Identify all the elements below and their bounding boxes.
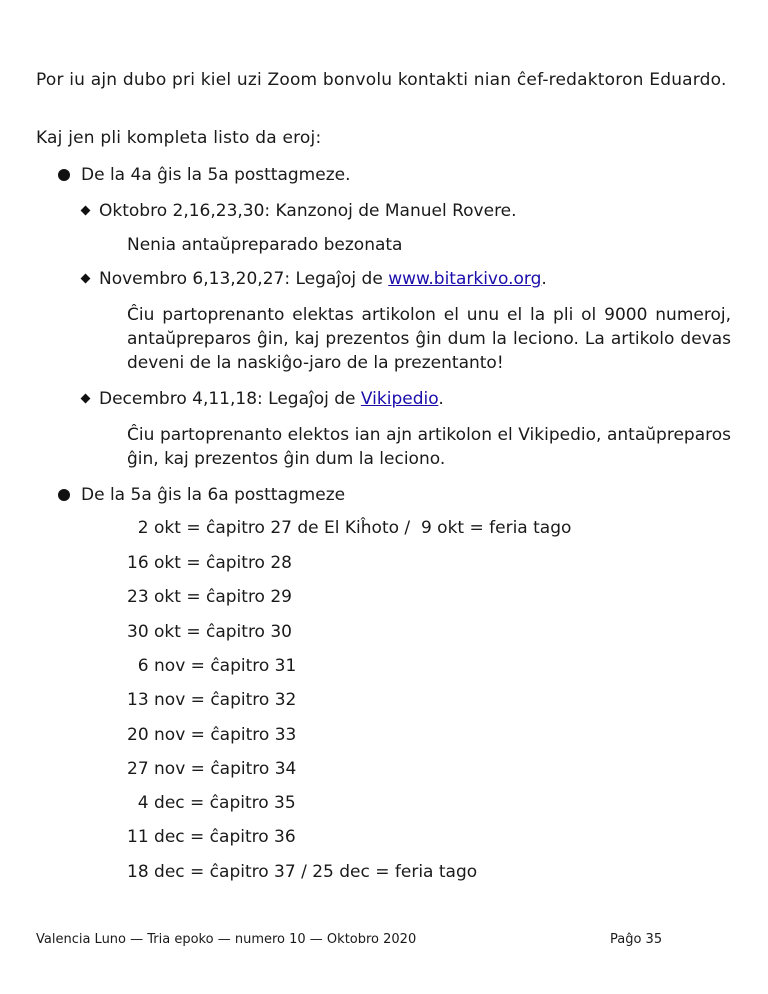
diamond-bullet-icon <box>81 206 91 216</box>
section-heading: De la 4a ĝis la 5a posttagmeze. <box>81 165 351 185</box>
sub-item-detail: Ĉiu partoprenanto elektos ian ajn artikolon el Vikipedio, antaŭpreparos ĝin, kaj prezentos ĝin dum la leciono. <box>127 425 731 469</box>
intro-paragraph: Por iu ajn dubo pri kiel uzi Zoom bonvolu kontakti nian ĉef-redaktoron Eduardo. <box>36 70 727 90</box>
bullet-icon <box>58 169 70 181</box>
sub-item-october <box>80 199 517 223</box>
bullet-item-1 <box>58 163 351 187</box>
schedule-line: 16 okt = ĉapitro 28 <box>127 553 292 573</box>
schedule-line: 2 okt = ĉapitro 27 de El Kiĥoto / 9 okt = feria tago <box>127 518 572 538</box>
schedule-line: 11 dec = ĉapitro 36 <box>127 827 296 847</box>
sub-item-december <box>80 387 444 411</box>
sub-item-november <box>80 267 547 291</box>
schedule-line: 20 nov = ĉapitro 33 <box>127 725 297 745</box>
footer-publication: Valencia Luno — Tria epoko — numero 10 — Oktobro 2020 <box>36 932 417 947</box>
sub-item-label-suffix: . <box>541 269 547 289</box>
schedule-line: 23 okt = ĉapitro 29 <box>127 587 292 607</box>
list-intro: Kaj jen pli kompleta listo da eroj: <box>36 128 322 148</box>
bullet-icon <box>58 489 70 501</box>
schedule-line: 27 nov = ĉapitro 34 <box>127 759 297 779</box>
sub-item-label: Oktobro 2,16,23,30: Kanzonoj de Manuel Rovere. <box>99 201 517 221</box>
schedule-line: 4 dec = ĉapitro 35 <box>127 793 296 813</box>
sub-item-label: Novembro 6,13,20,27: Legaĵoj de <box>99 269 389 289</box>
schedule-line: 13 nov = ĉapitro 32 <box>127 690 297 710</box>
vikipedio-link[interactable]: Vikipedio <box>360 389 439 409</box>
sub-item-label: Decembro 4,11,18: Legaĵoj de <box>99 389 361 409</box>
schedule-line: 18 dec = ĉapitro 37 / 25 dec = feria tago <box>127 862 478 882</box>
diamond-bullet-icon <box>81 274 91 284</box>
section-heading: De la 5a ĝis la 6a posttagmeze <box>81 485 346 505</box>
schedule-line: 6 nov = ĉapitro 31 <box>127 656 297 676</box>
diamond-bullet-icon <box>81 394 91 404</box>
sub-item-detail: Nenia antaŭpreparado bezonata <box>127 235 403 255</box>
bitarkivo-link[interactable]: www.bitarkivo.org <box>388 269 542 289</box>
schedule-line: 30 okt = ĉapitro 30 <box>127 622 292 642</box>
sub-item-label-suffix: . <box>438 389 444 409</box>
footer-page-number: Paĝo 35 <box>610 932 663 947</box>
bullet-item-2 <box>58 483 345 507</box>
sub-item-detail: Ĉiu partoprenanto elektas artikolon el unu el la pli ol 9000 numeroj, antaŭpreparos ĝin, kaj prezentos ĝin dum la leciono. La artikolo devas deveni de la naskiĝo-jaro de la prezentanto! <box>127 305 731 373</box>
